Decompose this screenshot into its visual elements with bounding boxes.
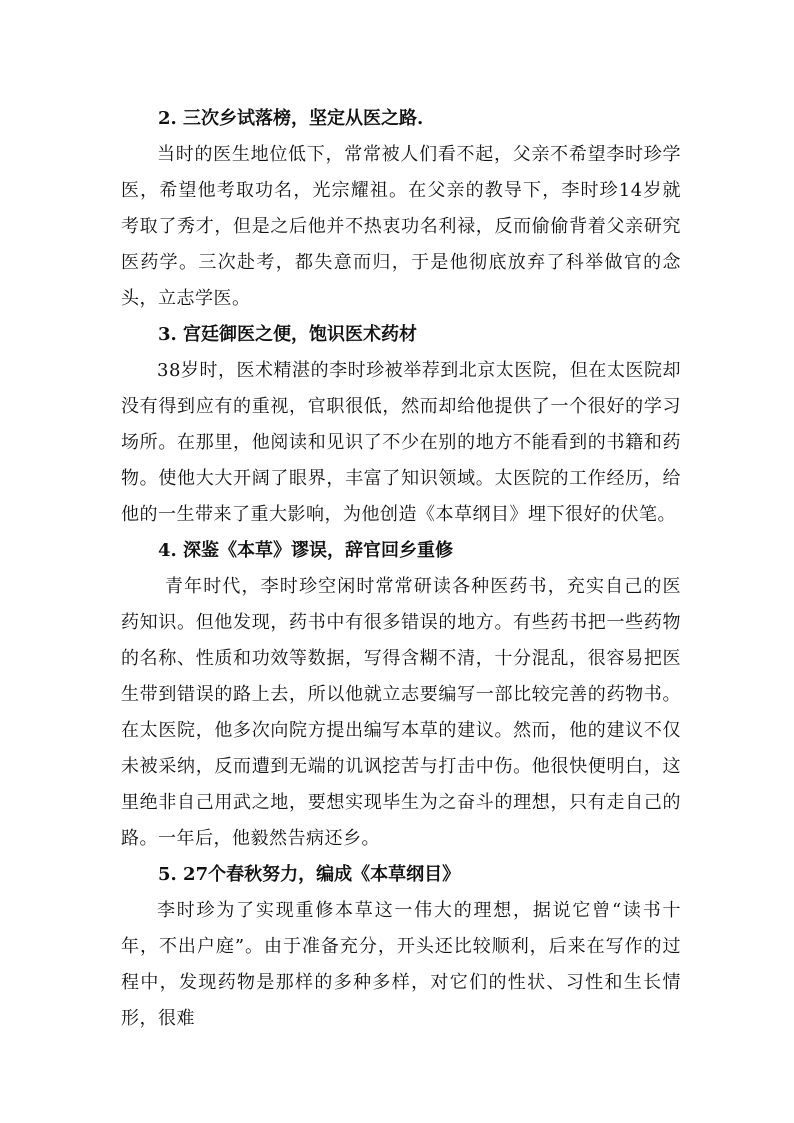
section-heading: 4. 深鉴《本草》谬误，辞官回乡重修 bbox=[158, 540, 454, 561]
section-4 bbox=[121, 533, 681, 857]
section-heading: 3. 宫廷御医之便，饱识医术药材 bbox=[158, 324, 418, 345]
section-paragraph: 当时的医生地位低下，常常被人们看不起，父亲不希望李时珍学医，希望他考取功名，光宗耀祖。在父亲的教导下，李时珍14岁就考取了秀才，但是之后他并不热衷功名利禄，反而偷偷背着父亲研究医药学。三次赴考，都失意而归，于是他彻底放弃了科举做官的念头，立志学医。 bbox=[121, 144, 681, 309]
document-body bbox=[121, 101, 681, 1037]
section-3 bbox=[121, 317, 681, 533]
section-heading: 5. 27个春秋努力，编成《本草纲目》 bbox=[158, 864, 461, 885]
section-heading: 2. 三次乡试落榜，坚定从医之路. bbox=[158, 108, 424, 129]
section-paragraph: 青年时代，李时珍空闲时常常研读各种医药书，充实自己的医药知识。但他发现，药书中有很多错误的地方。有些药书把一些药物的名称、性质和功效等数据，写得含糊不清，十分混乱，很容易把医生带到错误的路上去，所以他就立志要编写一部比较完善的药物书。在太医院，他多次向院方提出编写本草的建议。然而，他的建议不仅未被采纳，反而遭到无端的讥讽挖苦与打击中伤。他很快便明白，这里绝非自己用武之地，要想实现毕生为之奋斗的理想，只有走自己的路。一年后，他毅然告病还乡。 bbox=[121, 576, 681, 849]
section-2 bbox=[121, 101, 681, 317]
section-5 bbox=[121, 857, 681, 1037]
section-paragraph: 38岁时，医术精湛的李时珍被举荐到北京太医院，但在太医院却没有得到应有的重视，官职很低，然而却给他提供了一个很好的学习场所。在那里，他阅读和见识了不少在别的地方不能看到的书籍和药物。使他大大开阔了眼界，丰富了知识领域。太医院的工作经历，给他的一生带来了重大影响，为他创造《本草纲目》埋下很好的伏笔。 bbox=[121, 360, 681, 525]
section-paragraph: 李时珍为了实现重修本草这一伟大的理想，据说它曾“读书十年，不出户庭”。由于准备充分，开头还比较顺利，后来在写作的过程中，发现药物是那样的多种多样，对它们的性状、习性和生长情形，很难 bbox=[121, 900, 681, 1029]
